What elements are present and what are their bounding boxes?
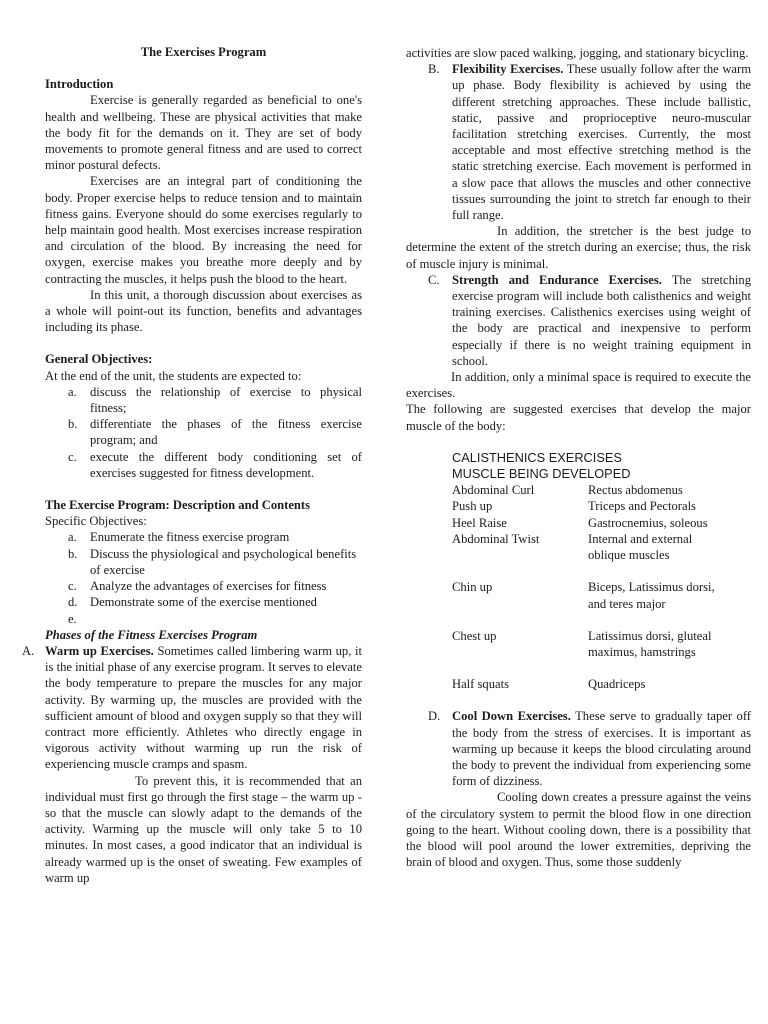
warmup-text-2: To prevent this, it is recommended that an individual must first go through the first stage – the warm up - so that the muscle can slowly adapt to the demands of the activity. Warming up the muscle will only take 5 to 10 minutes. In most cases, a good indicator that an individual is already warmed up is the onset of sweating. Few examples of warm up (45, 773, 362, 885)
list-item-text (90, 611, 362, 627)
section-letter: B. (428, 62, 440, 77)
list-letter: d. (68, 595, 78, 610)
general-objectives-heading: General Objectives: (45, 352, 153, 367)
flexibility-title: Flexibility Exercises. (452, 62, 564, 77)
strength-text-3: The following are suggested exercises that develop the major muscle of the body: (406, 402, 751, 433)
strength-section (406, 272, 751, 402)
list-item-text: Demonstrate some of the exercise mentioned (90, 595, 317, 610)
cooldown-text: These serve to gradually taper off the body from the stress of exercises. It is important as warming up because it keeps the blood circulating around the body to prevent the individual from experiencing some form of dizziness. (452, 709, 751, 789)
warmup-continuation: activities are slow paced walking, jogging, and stationary bicycling. (406, 46, 749, 60)
cooldown-text-2: Cooling down creates a pressure against the veins of the circulatory system to permit the blood flow in one direction going to the heart. Without cooling down, there is a possibility that the blood will pool around the lower extremities, depriving the brain of blood and oxygen. Thus, some those suddenly (406, 790, 751, 870)
list-item (45, 578, 362, 594)
table-row (452, 676, 720, 692)
table-row (452, 482, 720, 498)
list-letter: c. (68, 449, 77, 464)
muscle-cell: Gastrocnemius, soleous (588, 515, 708, 530)
specific-objectives-label: Specific Objectives: (45, 514, 147, 529)
exercise-cell: Heel Raise (452, 515, 507, 530)
cooldown-section (406, 708, 751, 789)
muscle-cell: Biceps, Latissimus dorsi, and teres major (588, 580, 715, 611)
exercise-cell: Abdominal Twist (452, 531, 540, 546)
list-letter: c. (68, 579, 77, 594)
muscle-cell: Internal and external oblique muscles (588, 531, 693, 563)
exercise-cell: Push up (452, 499, 493, 514)
list-item (45, 449, 362, 481)
exercise-cell: Abdominal Curl (452, 483, 535, 498)
table-row (452, 531, 720, 579)
right-column (406, 45, 751, 870)
section-letter: C. (428, 272, 440, 287)
flexibility-text: These usually follow after the warm up phase. Body flexibility is achieved by using the different stretching approaches. These include ballistic, static, passive and proprioceptive neuro-muscular facilitation stretching exercises. Currently, the most acceptable and most effective stretching method is the static stretching exercise. Each movement is performed in a slow pace that allows the muscles and other connective tissues surrounding the joint to stretch far enough to their full range. (452, 62, 752, 223)
exercise-cell: Chest up (452, 628, 497, 643)
warmup-text: Sometimes called limbering warm up, it is the initial phase of any exercise program. It serves to elevate the body temperature to prepare the muscles for any major activity. By warming up, the muscles are provided with the sufficient amount of blood and oxygen supply so that they will contract more efficiently. Athletes who directly engage in vigorous activity without warming up run the risk of experiencing muscle cramps and spasm. (45, 643, 362, 772)
list-item (45, 546, 362, 578)
muscle-cell: Rectus abdomenus (588, 483, 683, 498)
muscle-cell: Quadriceps (588, 677, 646, 692)
list-item-text: Analyze the advantages of exercises for fitness (90, 579, 327, 594)
table-row (452, 579, 720, 627)
list-item (45, 594, 362, 610)
list-item (45, 384, 362, 416)
table-row (452, 498, 720, 514)
list-letter: a. (68, 530, 77, 545)
table-heading-exercises: CALISTHENICS EXERCISES (452, 449, 622, 465)
list-letter: b. (68, 546, 78, 561)
table-row (452, 515, 720, 531)
strength-text-2: In addition, only a minimal space is required to execute the exercises. (406, 370, 751, 401)
exercise-cell: Half squats (452, 677, 510, 692)
flexibility-text-2: In addition, the stretcher is the best judge to determine the extent of the stretch during an exercise; thus, the risk of muscle injury is minimal. (406, 224, 751, 271)
list-item (45, 529, 362, 545)
program-heading: The Exercise Program: Description and Contents (45, 498, 311, 513)
exercise-cell: Chin up (452, 580, 493, 595)
strength-title: Strength and Endurance Exercises. (452, 272, 662, 287)
muscle-cell: Triceps and Pectorals (588, 499, 696, 514)
strength-text: The stretching exercise program will include both calisthenics and weight training exercises. Calisthenics exercises using weight of the body are practical and inexpensive to perform especially if there is no weight training equipment in school. (452, 272, 751, 368)
section-letter: D. (428, 709, 441, 724)
list-item (45, 416, 362, 448)
phases-heading: Phases of the Fitness Exercises Program (45, 627, 258, 642)
section-letter: A. (22, 643, 35, 658)
table-heading-muscles: MUSCLE BEING DEVELOPED (452, 466, 631, 482)
general-objectives-lead: At the end of the unit, the students are expected to: (45, 368, 302, 383)
page-title: The Exercises Program (140, 45, 267, 59)
introduction-heading: Introduction (45, 77, 114, 92)
calisthenics-table (452, 482, 720, 692)
intro-paragraph-3: In this unit, a thorough discussion about exercises as a whole will point-out its function, benefits and advantages including its phase. (45, 287, 362, 335)
intro-paragraph-2: Exercises are an integral part of conditioning the body. Proper exercise helps to reduce tension and to maintain fitness gains. Everyone should do some exercises regularly to help maintain good health. Most exercises increase respiration and circulation of the blood. By increasing the need for oxygen, exercise makes you breathe more deeply and by contracting the muscles, it helps push the blood to the heart. (45, 174, 362, 286)
intro-paragraph-1: Exercise is generally regarded as beneficial to one's health and wellbeing. These are physical activities that make the body fit for the demands on it. They are set of body movements to promote general fitness and are used to correct minor postural defects. (45, 93, 362, 173)
list-item-text: Discuss the physiological and psychological benefits of exercise (90, 546, 357, 577)
list-item-text: Enumerate the fitness exercise program (90, 530, 290, 545)
left-column (22, 44, 362, 886)
list-letter: a. (68, 384, 77, 399)
cooldown-title: Cool Down Exercises. (452, 709, 571, 724)
warmup-section (22, 643, 362, 886)
list-item-text: discuss the relationship of exercise to physical fitness; (90, 384, 362, 416)
list-letter: b. (68, 417, 78, 432)
warmup-title: Warm up Exercises. (45, 643, 154, 658)
list-letter: e. (68, 611, 77, 626)
list-item (45, 611, 362, 627)
muscle-cell: Latissimus dorsi, gluteal maximus, hamstrings (588, 628, 712, 659)
list-item-text: differentiate the phases of the fitness exercise program; and (90, 417, 362, 448)
table-row (452, 628, 720, 676)
list-item-text: execute the different body conditioning set of exercises suggested for fitness development. (90, 449, 362, 480)
flexibility-section (406, 61, 751, 223)
